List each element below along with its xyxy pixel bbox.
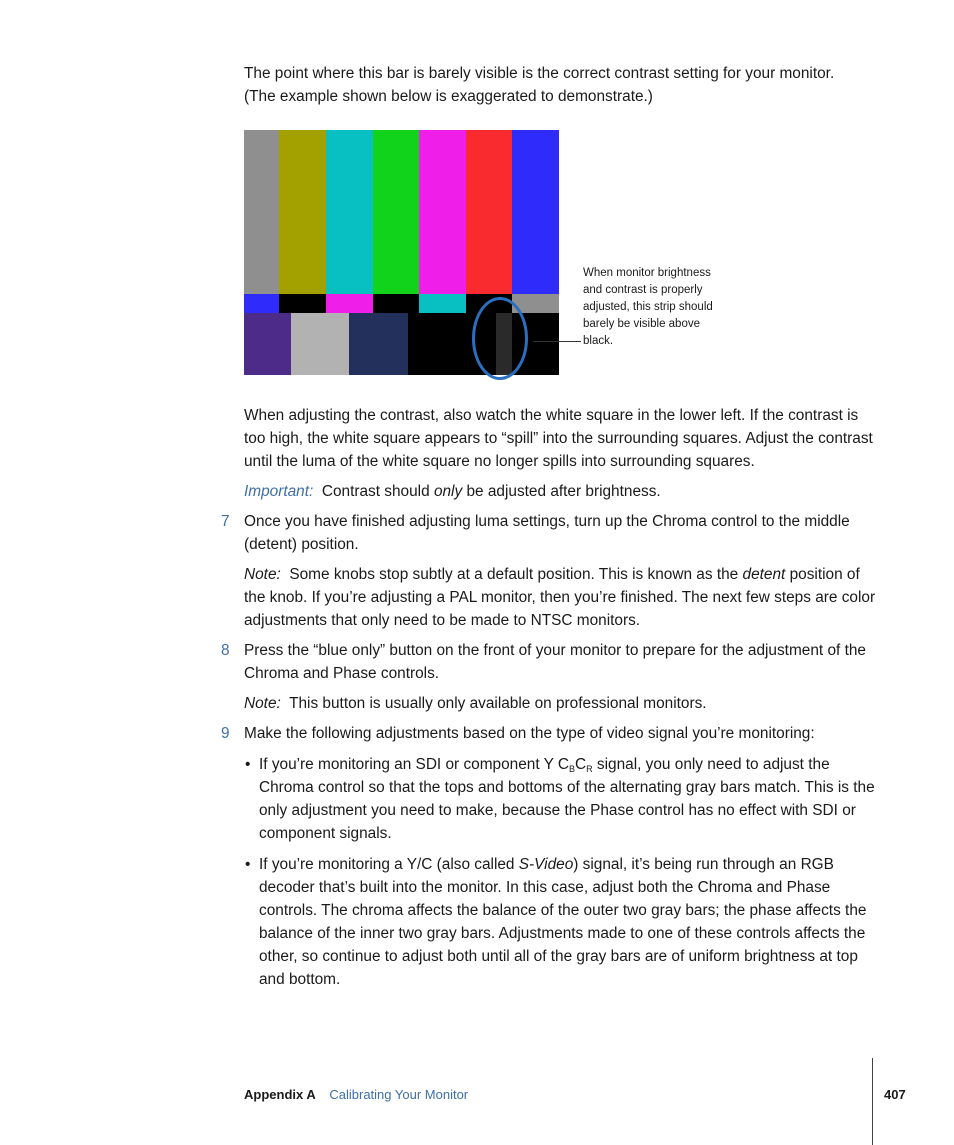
step-7-text: Once you have finished adjusting luma settings, turn up the Chroma control to the middle (detent) position. <box>244 513 850 553</box>
page-number: 407 <box>884 1087 906 1102</box>
footer <box>244 1086 468 1104</box>
important-note <box>244 480 876 503</box>
step-8-number: 8 <box>221 642 230 659</box>
pluge-purple <box>244 313 291 375</box>
bar-red <box>466 130 512 294</box>
step-9-number: 9 <box>221 725 230 742</box>
figure-caption: When monitor brightness and contrast is properly adjusted, this strip should barely be visible above black. <box>583 267 713 347</box>
bar-green <box>373 130 419 294</box>
important-label: Important: <box>244 483 314 500</box>
note-professional <box>244 692 876 715</box>
note-emphasis: detent <box>742 566 786 583</box>
bullet-1-dot: • <box>245 756 251 773</box>
important-text-after: be adjusted after brightness. <box>466 483 661 500</box>
bullet-1-after: signal, you only need to adjust the Chroma control so that the tops and bottoms of the alternating gray bars match. This is the only adjustment you need to make, because the Phase control has no effect with SDI or component signals. <box>259 756 875 842</box>
bar-gray <box>244 130 279 294</box>
castellation-cyan <box>419 294 466 313</box>
bar-magenta <box>419 130 466 294</box>
intro-paragraph <box>244 62 876 108</box>
bar-blue <box>512 130 559 294</box>
note-detent <box>244 563 876 632</box>
bullet-2-after: ) signal, it’s being run through an RGB decoder that’s built into the monitor. In this case, adjust both the Chroma and Phase controls. The chroma affects the balance of the outer two gray bars; the phase affects the balance of the inner two gray bars. Adjustments made to one of these controls affects the other, so continue to adjust both until all of the gray bars are of uniform brightness at top and bottom. <box>259 856 867 988</box>
bar-yellow <box>279 130 326 294</box>
important-text-before: Contrast should <box>321 483 430 500</box>
contrast-paragraph: When adjusting the contrast, also watch the white square in the lower left. If the contrast is too high, the white square appears to “spill” into the surrounding squares. Adjust the contrast until the luma of the white square no longer spills into surrounding squares. <box>244 407 873 470</box>
step-8-text: Press the “blue only” button on the front of your monitor to prepare for the adjustment of the Chroma and Phase controls. <box>244 642 866 682</box>
footer-chapter-link[interactable]: Calibrating Your Monitor <box>329 1087 469 1102</box>
bullet-1-mid: C <box>575 756 587 773</box>
note-text-before: Some knobs stop subtly at a default position. This is known as the <box>289 566 739 583</box>
intro-line-1: The point where this bar is barely visible is the correct contrast setting for your monitor. <box>244 65 835 82</box>
footer-divider <box>872 1058 873 1145</box>
bullet-2-dot: • <box>245 856 251 873</box>
highlight-circle <box>472 297 528 380</box>
step-9-text: Make the following adjustments based on the type of video signal you’re monitoring: <box>244 725 815 742</box>
note-label: Note: <box>244 566 281 583</box>
note-label: Note: <box>244 695 281 712</box>
caption-leader-line <box>533 341 581 342</box>
castellation-magenta <box>326 294 373 313</box>
pluge-navy <box>349 313 408 375</box>
subscript-r: R <box>586 764 593 774</box>
note-text: This button is usually only available on professional monitors. <box>289 695 707 712</box>
bar-cyan <box>326 130 373 294</box>
castellation-blue <box>244 294 279 313</box>
step-7-number: 7 <box>221 513 230 530</box>
bullet-1-before: If you’re monitoring an SDI or component Y C <box>259 756 569 773</box>
bullet-2-emphasis: S-Video <box>518 856 574 873</box>
castellation-black-1 <box>279 294 326 313</box>
footer-appendix: Appendix A <box>244 1087 316 1102</box>
castellation-black-2 <box>373 294 419 313</box>
important-emphasis: only <box>433 483 463 500</box>
note-text-after: position of the knob. If you’re adjusting a PAL monitor, then you’re finished. The next few steps are color adjustments that only need to be made to NTSC monitors. <box>244 566 876 629</box>
bullet-2-text <box>259 853 876 991</box>
bullet-1-text <box>259 753 876 845</box>
subscript-b: B <box>568 764 575 774</box>
pluge-white-square <box>291 313 349 375</box>
intro-line-2: (The example shown below is exaggerated to demonstrate.) <box>244 88 653 105</box>
bullet-2-before: If you’re monitoring a Y/C (also called <box>259 856 515 873</box>
